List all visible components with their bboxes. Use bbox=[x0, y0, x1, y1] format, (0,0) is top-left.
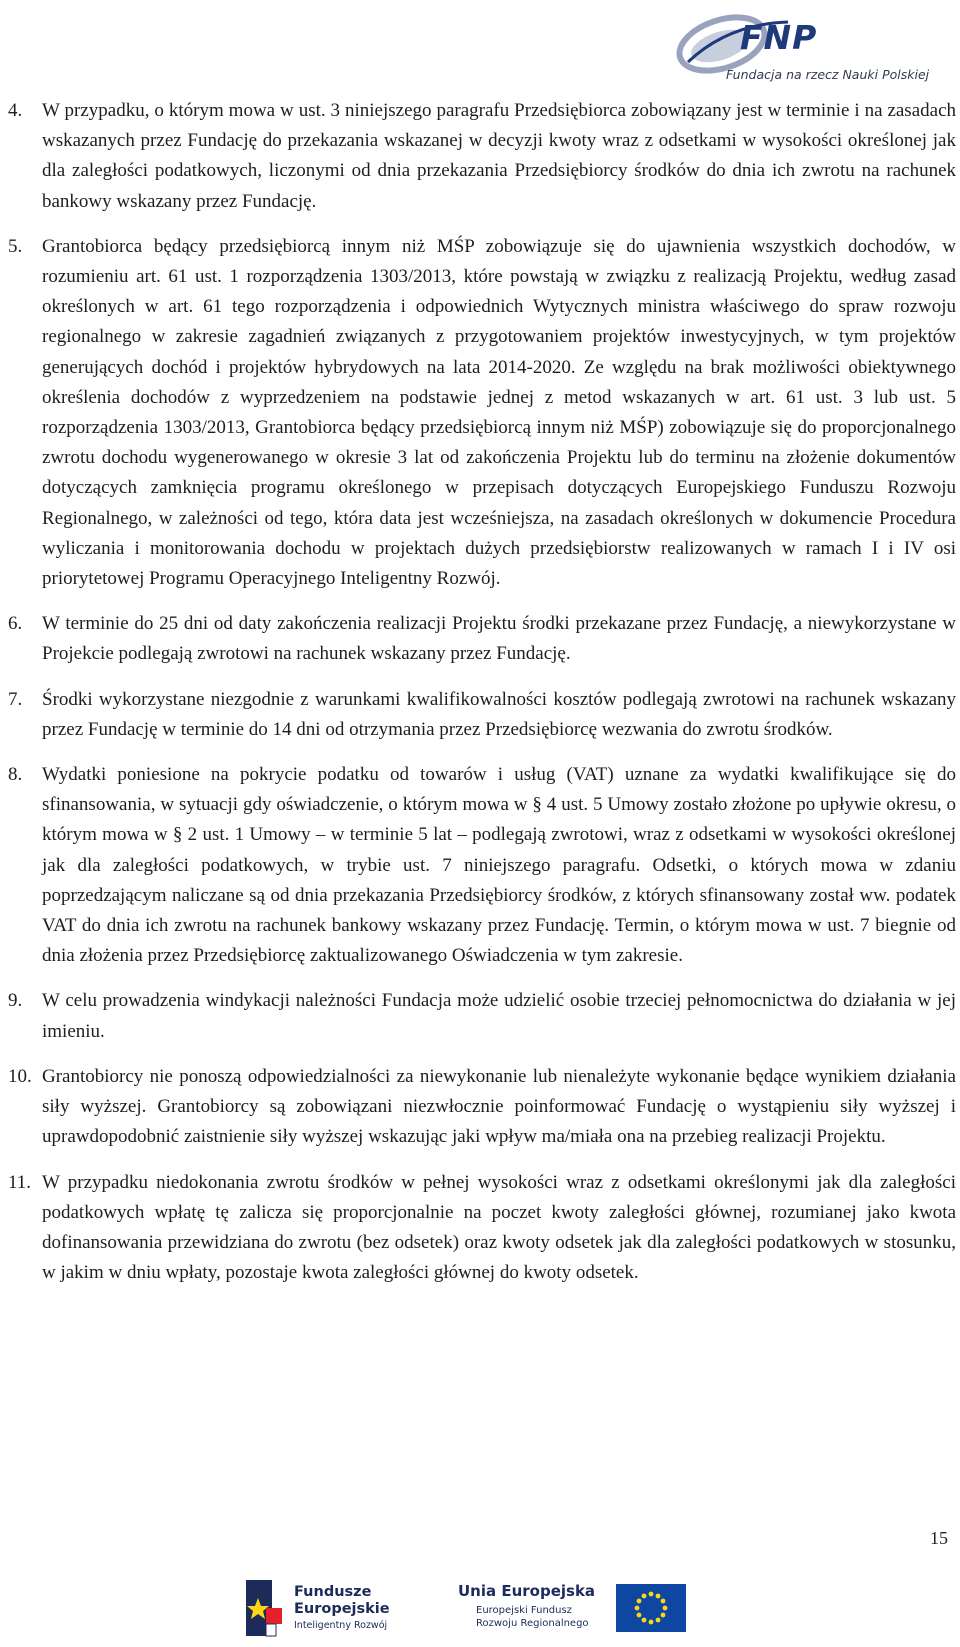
footer-logos bbox=[0, 1562, 960, 1647]
item-number: 7. bbox=[8, 688, 23, 710]
item-number: 4. bbox=[8, 100, 23, 121]
item-text: W terminie do 25 dni od daty zakończenia realizacji Projektu środki przekazane przez Fundację, a niewykorzystane w Projekcie podlegają zwrotowi na rachunek wskazany przez Fundację. bbox=[42, 613, 956, 665]
item-number: 8. bbox=[8, 764, 23, 786]
list-item bbox=[8, 232, 956, 594]
list-item bbox=[8, 685, 956, 745]
fe-subtitle: Inteligentny Rozwój bbox=[294, 1620, 388, 1631]
item-number: 10. bbox=[8, 1065, 32, 1087]
fe-line1: Fundusze bbox=[294, 1584, 372, 1600]
ue-title: Unia Europejska bbox=[458, 1582, 596, 1600]
item-text: Grantobiorca będący przedsiębiorcą innym niż MŚP zobowiązuje się do ujawnienia wszystkich dochodów, w rozumieniu art. 61 ust. 1 rozporządzenia 1303/2013, które powstają w związku z realizacją Projektu, według zasad określonych w art. 61 tego rozporządzenia i odpowiednich Wytycznych ministra właściwego do spraw rozwoju regionalnego w zakresie zagadnień związanych z przygotowaniem projektów inwestycyjnych, w tym projektów generujących dochód i projektów hybrydowych na lata 2014-2020. Ze względu na brak możliwości obiektywnego określenia dochodów z wyprzedzeniem na podstawie jednej z metod wskazanych w art. 61 ust. 3 lub ust. 5 rozporządzenia 1303/2013, Grantobiorca będący przedsiębiorcą innym niż MŚP) zobowiązuje się do proporcjonalnego zwrotu dochodu wygenerowanego w okresie 3 lat od zakończenia Projektu lub do terminu na złożenie dokumentów dotyczących zamknięcia programu określonego w przepisach dotyczących Europejskiego Funduszu Rozwoju Regionalnego, w zależności od tego, która data jest wcześniejsza, na zasadach określonych w dokumencie Procedura wyliczania i monitorowania dochodu w projektach dużych przedsiębiorstw realizowanych w ramach I i IV osi priorytetowej Programu Operacyjnego Inteligentny Rozwój. bbox=[42, 235, 956, 590]
item-number: 9. bbox=[8, 990, 23, 1012]
fundusze-star-icon bbox=[242, 1578, 290, 1640]
fe-line2: Europejskie bbox=[294, 1600, 390, 1617]
eu-stars-icon bbox=[616, 1584, 686, 1632]
item-text: Wydatki poniesione na pokrycie podatku od towarów i usług (VAT) uznane za wydatki kwalifikujące się do sfinansowania, w sytuacji gdy oświadczenie, o którym mowa w § 4 ust. 5 Umowy zostało złożone po upływie okresu, o którym mowa w § 2 ust. 1 Umowy – w terminie 5 lat – podlegają zwrotowi, wraz z odsetkami w wysokości określonej jak dla zaległości podatkowych, w trybie ust. 7 niniejszego paragrafu. Odsetki, o których mowa w zdaniu poprzedzającym naliczane są od dnia przekazania Przedsiębiorcy środków, z których sfinansowany został ww. podatek VAT do dnia ich zwrotu na rachunek bankowy wskazany przez Fundację. Termin, o którym mowa w ust. 7 biegnie od dnia złożenia przez Przedsiębiorcę zaktualizowanego Oświadczenia w tym zakresie. bbox=[42, 764, 956, 967]
list-item bbox=[8, 986, 956, 1046]
item-text: Środki wykorzystane niezgodnie z warunkami kwalifikowalności kosztów podlegają zwrotowi na rachunek wskazany przez Fundację w terminie do 14 dni od otrzymania przez Przedsiębiorcę wezwania do zwrotu środków. bbox=[42, 688, 956, 740]
fnp-logo-subtitle: Fundacja na rzecz Nauki Polskiej bbox=[726, 67, 930, 82]
item-text: Grantobiorcy nie ponoszą odpowiedzialności za niewykonanie lub nienależyte wykonanie będące wynikiem działania siły wyższej. Grantobiorcy są zobowiązani niezwłocznie poinformować Fundację o wystąpieniu siły wyższej i uprawdopodobnić zaistnienie siły wyższej wskazując jaki wpływ ma/miała ona na przebieg realizacji Projektu. bbox=[42, 1065, 956, 1148]
item-text: W przypadku, o którym mowa w ust. 3 niniejszego paragrafu Przedsiębiorca zobowiązany jest w terminie i na zasadach wskazanych przez Fundację do przekazania wskazanej w decyzji kwoty wraz z odsetkami w wysokości określonej jak dla zaległości podatkowych, liczonymi od dnia przekazania Przedsiębiorcy środków do dnia ich zwrotu na rachunek bankowy wskazany przez Fundację. bbox=[42, 100, 956, 212]
list-item bbox=[8, 1168, 956, 1289]
item-text: W celu prowadzenia windykacji należności Fundacja może udzielić osobie trzeciej pełnomocnictwa do działania w jej imieniu. bbox=[42, 990, 956, 1042]
ue-sub-line1: Europejski Fundusz bbox=[476, 1605, 572, 1616]
page-number: 15 bbox=[930, 1528, 948, 1548]
fnp-logo bbox=[668, 4, 958, 96]
item-number: 11. bbox=[8, 1171, 32, 1193]
list-item bbox=[8, 609, 956, 669]
ue-sub-line2: Rozwoju Regionalnego bbox=[476, 1618, 589, 1629]
document-body bbox=[8, 96, 956, 1303]
eu-flag-icon bbox=[616, 1584, 686, 1632]
fundusze-europejskie-logo bbox=[242, 1576, 392, 1642]
fnp-logo-text: FNP bbox=[740, 18, 818, 57]
item-number: 5. bbox=[8, 235, 23, 257]
fundusze-europejskie-title bbox=[294, 1584, 390, 1617]
item-number: 6. bbox=[8, 613, 23, 635]
list-item bbox=[8, 1062, 956, 1153]
list-item bbox=[8, 96, 956, 217]
item-text: W przypadku niedokonania zwrotu środków w pełnej wysokości wraz z odsetkami określonymi jak dla zaległości podatkowych wpłatę tę zalicza się proporcjonalnie na poczet kwoty zaległości głównej, rozumianej jako kwota dofinansowania przewidziana do zwrotu (bez odsetek) oraz kwoty odsetek jak dla zaległości podatkowych w stosunku, w jakim w dniu wpłaty, pozostaje kwota zaległości głównej do kwoty odsetek. bbox=[42, 1171, 956, 1284]
ue-subtitle bbox=[476, 1604, 589, 1630]
list-item bbox=[8, 760, 956, 971]
unia-europejska-logo bbox=[458, 1576, 688, 1642]
